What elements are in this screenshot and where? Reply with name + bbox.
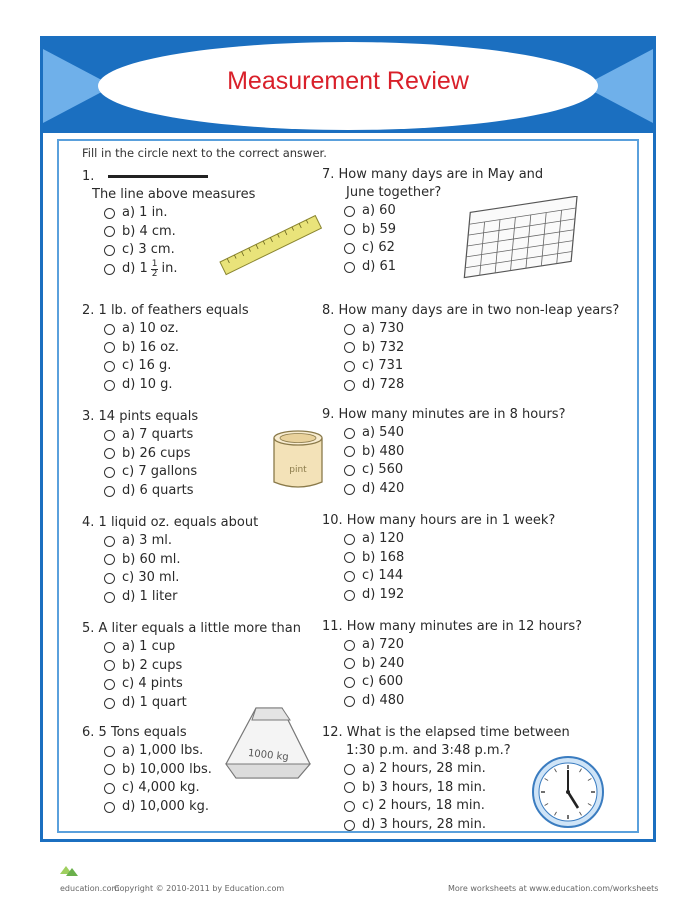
option-d[interactable]: d) 6 quarts [82,482,198,501]
answer-bubble[interactable] [344,324,355,335]
answer-bubble[interactable] [104,486,115,497]
option-d[interactable]: d) 10 g. [82,376,249,395]
weight-illustration [222,700,314,784]
answer-bubble[interactable] [104,208,115,219]
answer-bubble[interactable] [344,206,355,217]
option-a[interactable]: a) 120 [322,530,555,549]
question-number: 1. [82,169,95,184]
option-a[interactable]: a) 720 [322,636,582,655]
answer-bubble[interactable] [104,448,115,459]
answer-bubble[interactable] [344,446,355,457]
question-text: 10. How many hours are in 1 week? [322,513,556,528]
calendar-illustration [452,196,580,286]
question-text: 2. 1 lb. of feathers equals [82,303,249,318]
answer-bubble[interactable] [344,428,355,439]
answer-bubble[interactable] [104,642,115,653]
option-b[interactable]: b) 10,000 lbs. [82,761,212,780]
option-c[interactable]: c) 3 cm. [82,241,255,260]
question-text: 4. 1 liquid oz. equals about [82,515,259,530]
answer-bubble[interactable] [344,764,355,775]
option-a[interactable]: a) 3 ml. [82,532,258,551]
answer-bubble[interactable] [104,554,115,565]
question-text: The line above measures [92,187,256,202]
option-c[interactable]: c) 731 [322,357,619,376]
option-c[interactable]: c) 4 pints [82,675,301,694]
question-text: 9. How many minutes are in 8 hours? [322,407,566,422]
answer-bubble[interactable] [104,573,115,584]
option-b[interactable]: b) 240 [322,655,582,674]
answer-bubble[interactable] [104,342,115,353]
footer-logo-text: education.com [60,884,120,893]
option-a[interactable]: a) 540 [322,424,565,443]
question-5 [82,620,301,712]
answer-bubble[interactable] [344,571,355,582]
answer-bubble[interactable] [344,465,355,476]
question-10 [322,512,555,604]
option-d[interactable]: d) 192 [322,586,555,605]
option-d[interactable]: d) 61 [322,258,543,277]
question-3 [82,408,198,500]
answer-bubble[interactable] [104,536,115,547]
weight-label: 1000 kg [247,747,290,764]
option-a[interactable]: a) 1,000 lbs. [82,742,212,761]
option-a[interactable]: a) 10 oz. [82,320,249,339]
question-text: 5. A liter equals a little more than [82,621,301,636]
option-d[interactable]: d) 3 hours, 28 min. [322,816,570,835]
answer-bubble[interactable] [104,226,115,237]
question-text: 8. How many days are in two non-leap years? [322,303,620,318]
instructions: Fill in the circle next to the correct answer. [82,146,327,160]
option-b[interactable]: b) 2 cups [82,657,301,676]
answer-bubble[interactable] [104,592,115,603]
question-text: 6. 5 Tons equals [82,725,187,740]
ruler-illustration [214,210,322,276]
answer-bubble[interactable] [344,552,355,563]
option-b[interactable]: b) 16 oz. [82,339,249,358]
question-8 [322,302,619,394]
answer-bubble[interactable] [344,801,355,812]
answer-bubble[interactable] [104,430,115,441]
answer-bubble[interactable] [344,243,355,254]
answer-bubble[interactable] [344,262,355,273]
option-a[interactable]: a) 2 hours, 28 min. [322,760,570,779]
option-c[interactable]: c) 7 gallons [82,463,198,482]
answer-bubble[interactable] [104,746,115,757]
option-b[interactable]: b) 3 hours, 18 min. [322,779,570,798]
answer-bubble[interactable] [104,783,115,794]
option-a[interactable]: a) 7 quarts [82,426,198,445]
question-text: 7. How many days are in May and [322,167,544,182]
answer-bubble[interactable] [344,342,355,353]
question-text-line2: 1:30 p.m. and 3:48 p.m.? [346,743,511,758]
option-a[interactable]: a) 1 cup [82,638,301,657]
clock-illustration [530,754,606,830]
answer-bubble[interactable] [344,677,355,688]
education-logo [58,864,104,886]
answer-bubble[interactable] [344,534,355,545]
answer-bubble[interactable] [104,361,115,372]
question-11 [322,618,582,710]
answer-bubble[interactable] [344,361,355,372]
answer-bubble[interactable] [344,590,355,601]
option-d[interactable]: d) 10,000 kg. [82,798,212,817]
answer-bubble[interactable] [344,224,355,235]
option-b[interactable]: b) 59 [322,221,543,240]
option-a[interactable]: a) 1 in. [82,204,255,223]
option-d[interactable]: d) 1 quart [82,694,301,713]
question-9 [322,406,565,498]
option-d[interactable]: d) 420 [322,480,565,499]
option-b[interactable]: b) 732 [322,339,619,358]
answer-bubble[interactable] [344,484,355,495]
option-b[interactable]: b) 60 ml. [82,551,258,570]
answer-bubble[interactable] [344,658,355,669]
answer-bubble[interactable] [104,324,115,335]
answer-bubble[interactable] [104,380,115,391]
answer-bubble[interactable] [104,802,115,813]
option-d[interactable]: d) 480 [322,692,582,711]
option-c[interactable]: c) 4,000 kg. [82,779,212,798]
page-title: Measurement Review [227,67,469,95]
option-b[interactable]: b) 168 [322,549,555,568]
option-b[interactable]: b) 26 cups [82,445,198,464]
answer-bubble[interactable] [344,696,355,707]
footer-more-worksheets: More worksheets at www.education.com/worksheets [448,884,659,893]
pint-container-illustration [268,428,328,494]
pint-label: pint [289,465,307,475]
option-c[interactable]: c) 144 [322,567,555,586]
option-c[interactable]: c) 600 [322,673,582,692]
option-c[interactable]: c) 62 [322,239,543,258]
answer-bubble[interactable] [344,782,355,793]
footer-copyright: Copyright © 2010-2011 by Education.com [114,884,285,893]
option-b[interactable]: b) 4 cm. [82,223,255,242]
answer-bubble[interactable] [104,264,115,275]
question-text: 11. How many minutes are in 12 hours? [322,619,583,634]
answer-bubble[interactable] [104,698,115,709]
option-a[interactable]: a) 730 [322,320,619,339]
option-c[interactable]: c) 560 [322,461,565,480]
fraction: $\frac{1}{2}$ [151,258,158,279]
option-c[interactable]: c) 30 ml. [82,569,258,588]
option-b[interactable]: b) 480 [322,443,565,462]
answer-bubble[interactable] [104,764,115,775]
answer-bubble[interactable] [344,380,355,391]
answer-bubble[interactable] [104,467,115,478]
question-text: 3. 14 pints equals [82,409,199,424]
question-2 [82,302,249,394]
option-d[interactable]: d) 1 $\frac{1}{2}$ in. [82,260,255,279]
option-c[interactable]: c) 16 g. [82,357,249,376]
option-c[interactable]: c) 2 hours, 18 min. [322,797,570,816]
answer-bubble[interactable] [104,660,115,671]
question-4 [82,514,258,606]
option-d[interactable]: d) 1 liter [82,588,258,607]
answer-bubble[interactable] [344,640,355,651]
option-a[interactable]: a) 60 [322,202,543,221]
answer-bubble[interactable] [344,820,355,831]
answer-bubble[interactable] [104,679,115,690]
measure-line [108,175,208,178]
answer-bubble[interactable] [104,245,115,256]
question-text-line2: June together? [346,185,442,200]
question-text: 12. What is the elapsed time between [322,725,570,740]
option-d[interactable]: d) 728 [322,376,619,395]
question-6 [82,724,212,816]
